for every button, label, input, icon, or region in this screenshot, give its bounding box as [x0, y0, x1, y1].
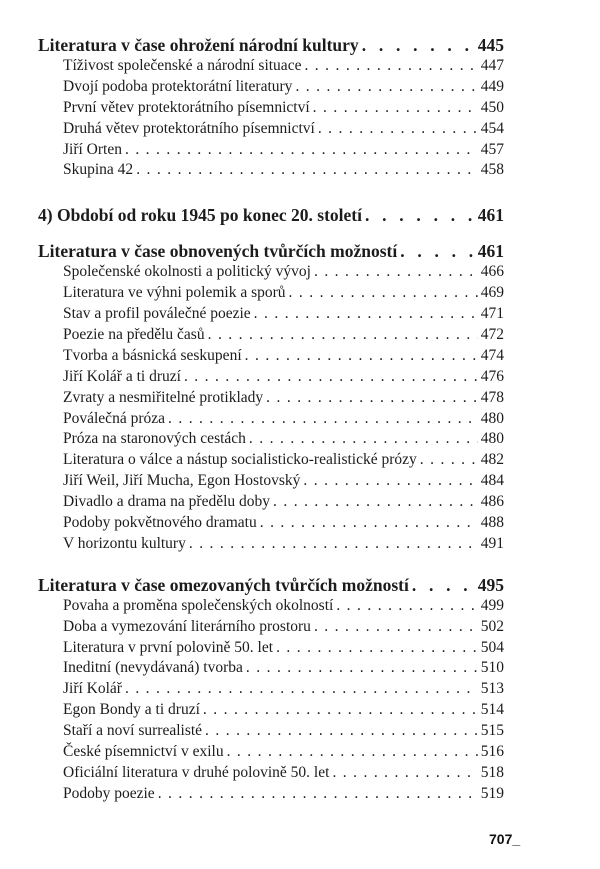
entry-title: Egon Bondy a ti druzí [63, 701, 200, 719]
section-page-number: 461 [477, 241, 504, 262]
entry-page-number: 491 [480, 534, 504, 552]
toc-entry[interactable] [38, 160, 504, 181]
dot-leader [365, 204, 475, 226]
dot-leader [158, 784, 478, 805]
section-title: Literatura v čase omezovaných tvůrčích možností [38, 574, 409, 595]
toc-entry[interactable] [38, 471, 504, 492]
entry-page-number: 457 [480, 140, 504, 158]
dot-leader [332, 763, 477, 784]
toc-entry[interactable] [38, 450, 504, 471]
entry-title: Literatura v první polovině 50. let [63, 638, 274, 656]
dot-leader [362, 34, 475, 56]
dot-leader [205, 721, 478, 742]
entry-page-number: 458 [480, 161, 504, 179]
toc-entry[interactable] [38, 140, 504, 161]
entry-title: Podoby poezie [63, 784, 155, 802]
toc-entry[interactable] [38, 721, 504, 742]
entry-title: Oficiální literatura v druhé polovině 50. let [63, 763, 330, 781]
entry-title: Literatura o válce a nástup socialisticko-realistické prózy [63, 451, 417, 469]
entry-page-number: 478 [480, 388, 504, 406]
dot-leader [208, 325, 478, 346]
toc-entry[interactable] [38, 367, 504, 388]
entry-title: Tíživost společenské a národní situace [63, 57, 302, 74]
dot-leader [189, 534, 478, 555]
page-folio-number: 707_ [489, 831, 521, 847]
dot-leader [266, 388, 478, 409]
toc-section-heading[interactable] [38, 34, 504, 56]
entry-title: Poválečná próza [63, 409, 165, 427]
dot-leader [184, 367, 478, 388]
toc-entry[interactable] [38, 492, 504, 513]
entry-page-number: 480 [480, 409, 504, 427]
entry-title: První větev protektorátního písemnictví [63, 98, 310, 116]
spacer [38, 181, 504, 204]
toc-entry[interactable] [38, 325, 504, 346]
dot-leader [125, 679, 478, 700]
entry-title: Ineditní (nevydávaná) tvorba [63, 659, 243, 677]
dot-leader [168, 409, 478, 430]
entry-page-number: 482 [480, 451, 504, 469]
entry-page-number: 504 [480, 638, 504, 656]
entry-page-number: 516 [480, 743, 504, 761]
dot-leader [227, 742, 478, 763]
entry-page-number: 488 [480, 514, 504, 532]
entry-title: Dvojí podoba protektorátní literatury [63, 77, 293, 95]
entry-title: Tvorba a básnická seskupení [63, 346, 242, 364]
entry-page-number: 514 [480, 701, 504, 719]
entry-title: V horizontu kultury [63, 534, 186, 552]
dot-leader [314, 262, 478, 283]
toc-entry[interactable] [38, 784, 504, 805]
toc-section-heading[interactable] [38, 240, 504, 262]
toc-entry[interactable] [38, 119, 504, 140]
entry-title: Jiří Weil, Jiří Mucha, Egon Hostovský [63, 472, 301, 490]
entry-title: Doba a vymezování literárního prostoru [63, 617, 311, 635]
entry-title: Jiří Orten [63, 140, 122, 158]
dot-leader [313, 98, 478, 119]
dot-leader [314, 617, 478, 638]
dot-leader [246, 658, 478, 679]
entry-title: Stav a profil poválečné poezie [63, 305, 251, 323]
entry-title: Jiří Kolář [63, 680, 122, 698]
toc-entry[interactable] [38, 513, 504, 534]
entry-page-number: 518 [480, 763, 504, 781]
dot-leader [400, 240, 475, 262]
entry-page-number: 513 [480, 680, 504, 698]
toc-entry[interactable] [38, 304, 504, 325]
toc-entry[interactable] [38, 283, 504, 304]
dot-leader [245, 346, 478, 367]
toc-entry[interactable] [38, 658, 504, 679]
entry-title: Jiří Kolář a ti druzí [63, 367, 181, 385]
entry-title: Próza na staronových cestách [63, 430, 246, 448]
entry-title: Společenské okolnosti a politický vývoj [63, 263, 311, 281]
spacer [38, 555, 504, 574]
table-of-contents [38, 34, 504, 805]
entry-page-number: 466 [480, 263, 504, 281]
entry-page-number: 472 [480, 326, 504, 344]
section-title: Literatura v čase ohrožení národní kultury [38, 35, 359, 55]
dot-leader [304, 56, 477, 77]
entry-title: Literatura ve výhni polemik a sporů [63, 284, 286, 302]
entry-title: Divadlo a drama na předělu doby [63, 493, 271, 511]
toc-entry[interactable] [38, 409, 504, 430]
dot-leader [203, 700, 478, 721]
dot-leader [295, 77, 477, 98]
entry-page-number: 502 [480, 617, 504, 635]
toc-entry[interactable] [38, 617, 504, 638]
dot-leader [254, 304, 478, 325]
entry-title: Skupina 42 [63, 161, 134, 179]
toc-entry[interactable] [38, 742, 504, 763]
dot-leader [318, 119, 478, 140]
dot-leader [336, 596, 477, 617]
toc-entry[interactable] [38, 98, 504, 119]
entry-title: Druhá větev protektorátního písemnictví [63, 119, 315, 137]
entry-page-number: 449 [480, 77, 504, 95]
toc-entry[interactable] [38, 77, 504, 98]
dot-leader [273, 492, 478, 513]
toc-entry[interactable] [38, 262, 504, 283]
entry-page-number: 484 [480, 472, 504, 490]
entry-page-number: 454 [480, 119, 504, 137]
section-title: Literatura v čase obnovených tvůrčích možností [38, 241, 398, 262]
entry-title: Staří a noví surrealisté [63, 722, 203, 740]
dot-leader [260, 513, 478, 534]
dot-leader [125, 140, 478, 161]
toc-part-heading[interactable] [38, 204, 504, 226]
dot-leader [249, 429, 478, 450]
section-page-number: 495 [477, 574, 504, 595]
dot-leader [420, 450, 478, 471]
part-title: 4) Období od roku 1945 po konec 20. století [38, 205, 362, 226]
part-page-number: 461 [477, 205, 504, 226]
entry-page-number: 447 [480, 57, 504, 74]
entry-page-number: 515 [480, 722, 504, 740]
dot-leader [412, 574, 475, 596]
dot-leader [289, 283, 478, 304]
spacer [38, 226, 504, 240]
toc-entry[interactable] [38, 679, 504, 700]
toc-section-heading[interactable] [38, 574, 504, 596]
entry-page-number: 510 [480, 659, 504, 677]
toc-entry[interactable] [38, 700, 504, 721]
toc-entry[interactable] [38, 346, 504, 367]
entry-title: Povaha a proměna společenských okolností [63, 596, 334, 614]
entry-title: Podoby pokvětnového dramatu [63, 514, 257, 532]
toc-entry[interactable] [38, 638, 504, 659]
entry-title: České písemnictví v exilu [63, 743, 224, 761]
toc-entry[interactable] [38, 388, 504, 409]
entry-page-number: 476 [480, 367, 504, 385]
dot-leader [276, 638, 478, 659]
toc-entry[interactable] [38, 534, 504, 555]
entry-page-number: 469 [480, 284, 504, 302]
entry-title: Zvraty a nesmiřitelné protiklady [63, 388, 264, 406]
section-page-number: 445 [477, 35, 504, 55]
entry-page-number: 519 [480, 784, 504, 802]
toc-entry[interactable] [38, 763, 504, 784]
entry-page-number: 471 [480, 305, 504, 323]
entry-page-number: 474 [480, 346, 504, 364]
entry-page-number: 486 [480, 493, 504, 511]
toc-entry[interactable] [38, 596, 504, 617]
toc-entry[interactable] [38, 429, 504, 450]
toc-entry[interactable] [38, 56, 504, 77]
dot-leader [303, 471, 477, 492]
entry-page-number: 499 [480, 596, 504, 614]
dot-leader [136, 160, 478, 181]
entry-page-number: 450 [480, 98, 504, 116]
entry-page-number: 480 [480, 430, 504, 448]
entry-title: Poezie na předělu časů [63, 326, 205, 344]
